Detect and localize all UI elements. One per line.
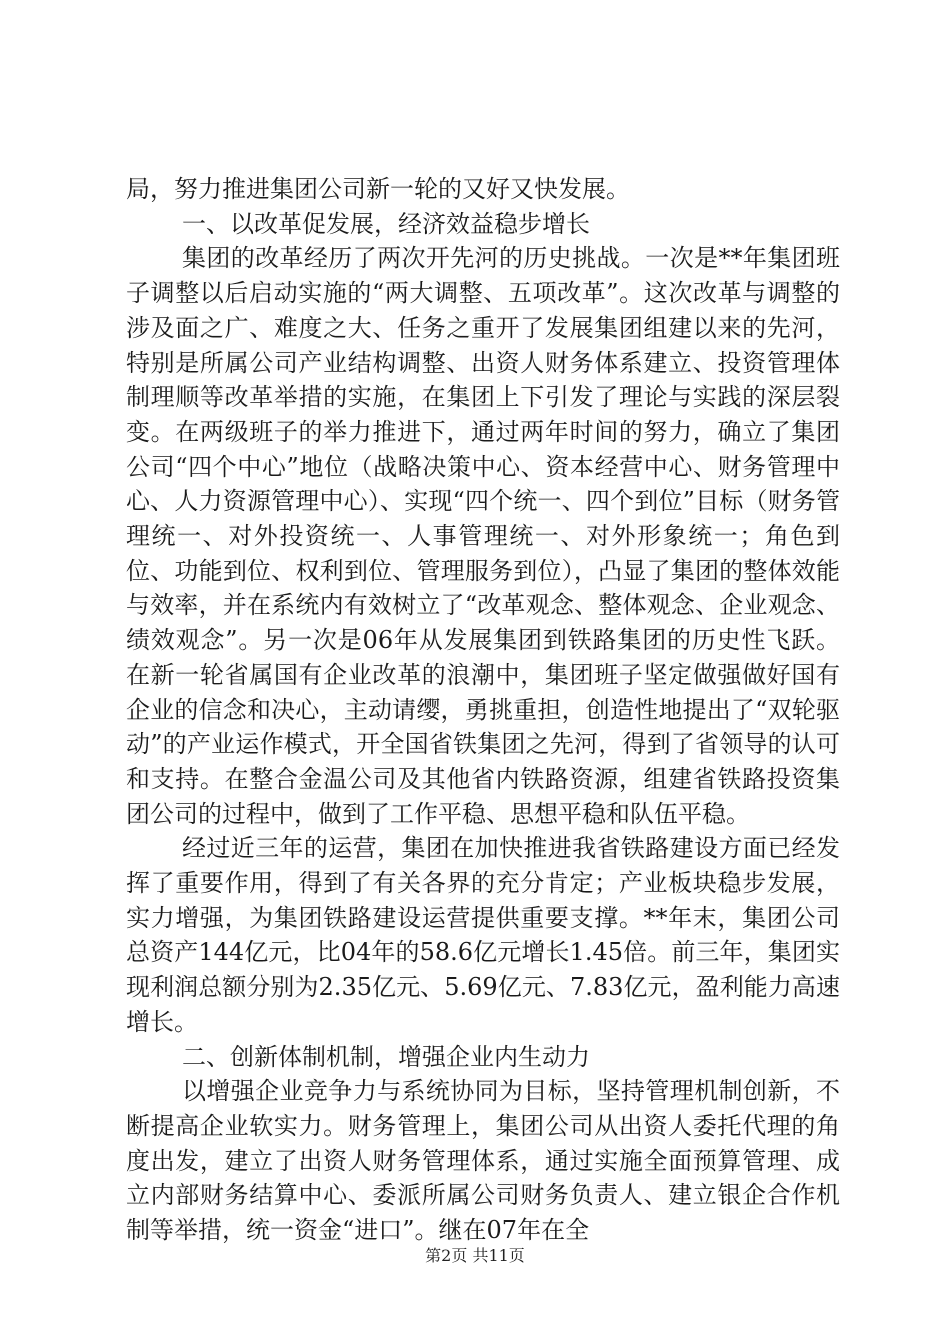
- section-heading-2: 二、创新体制机制，增强企业内生动力: [182, 1042, 590, 1071]
- body-paragraph: 以增强企业竞争力与系统协同为目标，坚持管理机制创新，不断提高企业软实力。财务管理上，集团公司从出资人委托代理的角度出发，建立了出资人财务管理体系，通过实施全面预算管理、成立内部财务结算中心、委派所属公司财务负责人、建立银企合作机制等举措，统一资金“进口”。继在07年在全: [126, 1077, 840, 1245]
- body-paragraph: 集团的改革经历了两次开先河的历史挑战。一次是**年集团班子调整以后启动实施的“两大调整、五项改革”。这次改革与调整的涉及面之广、难度之大、任务之重开了发展集团组建以来的先河，特别是所属公司产业结构调整、出资人财务体系建立、投资管理体制理顺等改革举措的实施，在集团上下引发了理论与实践的深层裂变。在两级班子的举力推进下，通过两年时间的努力，确立了集团公司“四个中心”地位（战略决策中心、资本经营中心、财务管理中心、人力资源管理中心）、实现“四个统一、四个到位”目标（财务管理统一、对外投资统一、人事管理统一、对外形象统一；角色到位、功能到位、权利到位、管理服务到位），凸显了集团的整体效能与效率，并在系统内有效树立了“改革观念、整体观念、企业观念、绩效观念”。另一次是06年从发展集团到铁路集团的历史性飞跃。在新一轮省属国有企业改革的浪潮中，集团班子坚定做强做好国有企业的信念和决心，主动请缨，勇挑重担，创造性地提出了“双轮驱动”的产业运作模式，开全国省铁集团之先河，得到了省领导的认可和支持。在整合金温公司及其他省内铁路资源，组建省铁路投资集团公司的过程中，做到了工作平稳、思想平稳和队伍平稳。: [126, 244, 840, 828]
- section-heading-1: 一、以改革促发展，经济效益稳步增长: [182, 209, 590, 238]
- page-number-footer: 第2页 共11页: [425, 1246, 525, 1265]
- document-body: [126, 172, 840, 1248]
- continuation-paragraph: 局，努力推进集团公司新一轮的又好又快发展。: [126, 175, 630, 203]
- body-paragraph: 经过近三年的运营，集团在加快推进我省铁路建设方面已经发挥了重要作用，得到了有关各界的充分肯定；产业板块稳步发展，实力增强，为集团铁路建设运营提供重要支撑。**年末，集团公司总资产144亿元，比04年的58.6亿元增长1.45倍。前三年，集团实现利润总额分别为2.35亿元、5.69亿元、7.83亿元，盈利能力高速增长。: [126, 834, 840, 1036]
